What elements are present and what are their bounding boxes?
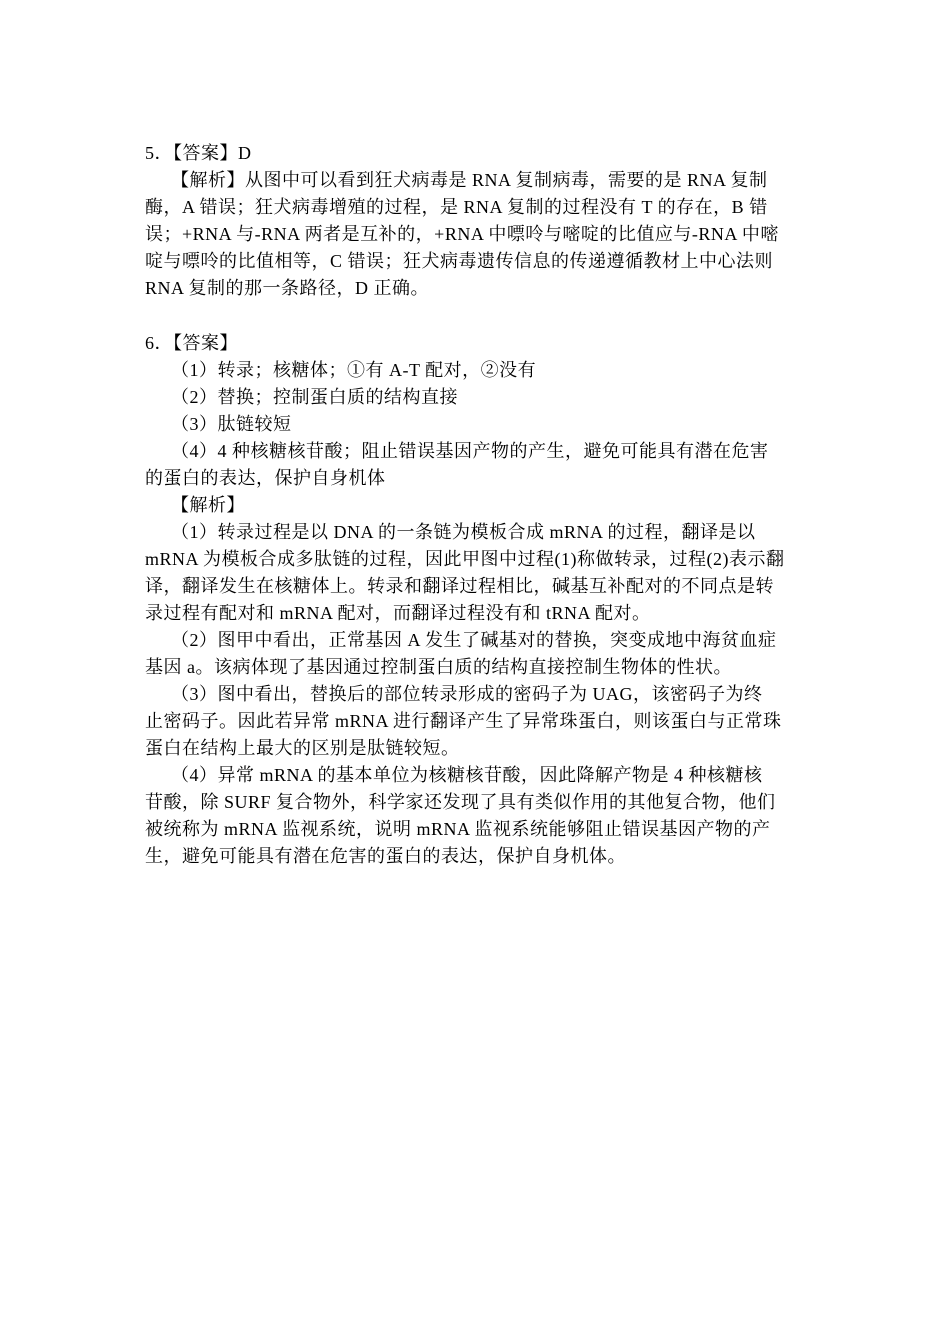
q6-answer-line: （3）肽链较短 <box>171 414 292 434</box>
q6-analysis-line: （2）图甲中看出，正常基因 A 发生了碱基对的替换，突变成地中海贫血症 <box>171 630 777 650</box>
q6-analysis-line: 苷酸，除 SURF 复合物外，科学家还发现了具有类似作用的其他复合物，他们 <box>145 792 776 812</box>
q5-analysis-line: RNA 复制的那一条路径，D 正确。 <box>145 278 430 298</box>
q6-analysis-line: （3）图中看出，替换后的部位转录形成的密码子为 UAG，该密码子为终 <box>171 684 763 704</box>
q6-answer-line: （2）替换；控制蛋白质的结构直接 <box>171 387 458 407</box>
q6-answer-line: （1）转录；核糖体；①有 A-T 配对，②没有 <box>171 360 537 380</box>
q6-analysis-line: 蛋白在结构上最大的区别是肽链较短。 <box>145 738 460 758</box>
q5-header: 5．【答案】D <box>145 143 252 163</box>
q6-analysis-line: 生，避免可能具有潜在危害的蛋白的表达，保护自身机体。 <box>145 846 626 866</box>
q6-answer-line: 的蛋白的表达，保护自身机体 <box>145 468 386 488</box>
q6-analysis-line: 录过程有配对和 mRNA 配对，而翻译过程没有和 tRNA 配对。 <box>145 603 651 623</box>
q6-analysis-line: mRNA 为模板合成多肽链的过程，因此甲图中过程(1)称做转录，过程(2)表示翻 <box>145 549 785 569</box>
q6-analysis-line: 基因 a。该病体现了基因通过控制蛋白质的结构直接控制生物体的性状。 <box>145 657 732 677</box>
q5-analysis-line: 酶，A 错误；狂犬病毒增殖的过程，是 RNA 复制的过程没有 T 的存在，B 错 <box>145 197 768 217</box>
q6-analysis-line: （1）转录过程是以 DNA 的一条链为模板合成 mRNA 的过程，翻译是以 <box>171 522 756 542</box>
q5-analysis-line: 【解析】从图中可以看到狂犬病毒是 RNA 复制病毒，需要的是 RNA 复制 <box>171 170 768 190</box>
q6-analysis-line: 译，翻译发生在核糖体上。转录和翻译过程相比，碱基互补配对的不同点是转 <box>145 576 774 596</box>
q6-analysis-line: （4）异常 mRNA 的基本单位为核糖核苷酸，因此降解产物是 4 种核糖核 <box>171 765 763 785</box>
q6-analysis-line: 止密码子。因此若异常 mRNA 进行翻译产生了异常珠蛋白，则该蛋白与正常珠 <box>145 711 782 731</box>
q6-header: 6．【答案】 <box>145 333 238 353</box>
q6-analysis-line: 被统称为 mRNA 监视系统，说明 mRNA 监视系统能够阻止错误基因产物的产 <box>145 819 771 839</box>
q6-answer-line: （4）4 种核糖核苷酸；阻止错误基因产物的产生，避免可能具有潜在危害 <box>171 441 769 461</box>
q5-analysis-line: 啶与嘌呤的比值相等，C 错误；狂犬病毒遗传信息的传递遵循教材上中心法则 <box>145 251 774 271</box>
q6-analysis-label: 【解析】 <box>171 495 245 515</box>
q5-analysis-line: 误；+RNA 与-RNA 两者是互补的，+RNA 中嘌呤与嘧啶的比值应与-RNA 中嘧 <box>145 224 779 244</box>
